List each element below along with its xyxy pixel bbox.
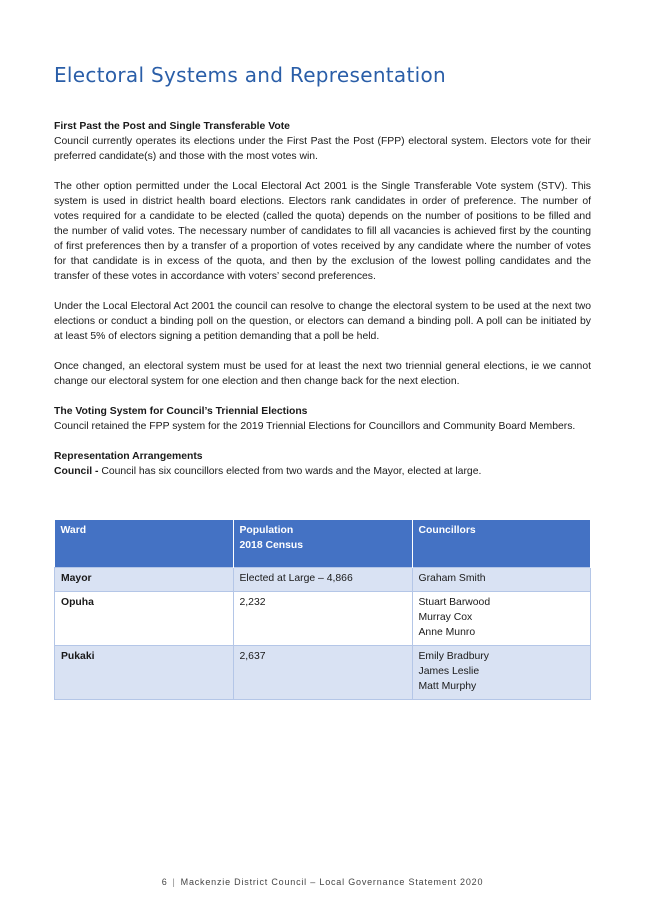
councillors-cell — [412, 646, 591, 700]
councillor-name: Murray Cox — [418, 612, 473, 623]
councillors-cell — [412, 592, 591, 646]
section-heading-representation: Representation Arrangements — [54, 451, 203, 462]
header-population — [233, 520, 412, 568]
paragraph-council-composition — [54, 464, 591, 479]
councillors-cell — [412, 568, 591, 592]
table-row — [55, 592, 591, 646]
table-row — [55, 568, 591, 592]
paragraph-once-changed: Once changed, an electoral system must be used for at least the next two triennial general elections, ie we cannot change our electoral system for one election and then change back for the next election. — [54, 361, 591, 387]
section-heading-fpp-stv: First Past the Post and Single Transferable Vote — [54, 121, 290, 132]
page-title: Electoral Systems and Representation — [54, 63, 447, 87]
council-lead-label: Council - — [54, 466, 102, 477]
councillor-name: Emily Bradbury — [418, 651, 489, 662]
ward-cell: Mayor — [55, 568, 234, 592]
page-footer — [0, 877, 645, 887]
councillor-name: Graham Smith — [418, 573, 486, 584]
section-heading-voting-system: The Voting System for Council’s Triennial Elections — [54, 406, 308, 417]
population-cell: 2,232 — [233, 592, 412, 646]
ward-table-header-row — [55, 520, 591, 568]
population-cell: Elected at Large – 4,866 — [233, 568, 412, 592]
paragraph-change-system: Under the Local Electoral Act 2001 the council can resolve to change the electoral system to be used at the next two elections or conduct a binding poll on the question, or electors can demand a binding poll. A poll can be initiated by at least 5% of electors signing a petition demanding that a poll be held. — [54, 301, 591, 342]
council-composition-text: Council has six councillors elected from two wards and the Mayor, elected at large. — [101, 466, 482, 477]
footer-text: Mackenzie District Council – Local Governance Statement 2020 — [180, 877, 484, 887]
document-body — [54, 119, 591, 479]
page-number: 6 — [161, 877, 168, 887]
table-row — [55, 646, 591, 700]
councillor-name: Matt Murphy — [418, 681, 477, 692]
population-cell: 2,637 — [233, 646, 412, 700]
councillor-name: James Leslie — [418, 666, 480, 677]
ward-cell: Pukaki — [55, 646, 234, 700]
header-ward: Ward — [55, 520, 234, 568]
ward-table — [54, 520, 591, 700]
footer-separator: | — [172, 877, 176, 887]
ward-cell: Opuha — [55, 592, 234, 646]
header-population-label: Population — [239, 525, 294, 536]
paragraph-fpp-current: Council currently operates its elections under the First Past the Post (FPP) electoral system. Electors vote for their preferred candidate(s) and those with the most votes win. — [54, 136, 591, 162]
paragraph-stv-option: The other option permitted under the Local Electoral Act 2001 is the Single Transferable Vote system (STV). This system is used in district health board elections. Electors rank candidates in order of preference. The number of votes required for a candidate to be elected (called the quota) depends on the number of positions to be filled and the number of valid votes. The necessary number of candidates to fill all vacancies is achieved first by the counting of first preferences then by a transfer of a proportion of votes received by any candidate where the number of votes for that candidate is in excess of the quota, and then by the exclusion of the lowest polling candidates and the transfer of these votes in accordance with voters’ second preferences. — [54, 181, 591, 282]
header-councillors: Councillors — [412, 520, 591, 568]
header-population-sub: 2018 Census — [239, 540, 304, 551]
paragraph-fpp-retained: Council retained the FPP system for the 2019 Triennial Elections for Councillors and Community Board Members. — [54, 421, 576, 432]
councillor-name: Anne Munro — [418, 627, 476, 638]
councillor-name: Stuart Barwood — [418, 597, 491, 608]
